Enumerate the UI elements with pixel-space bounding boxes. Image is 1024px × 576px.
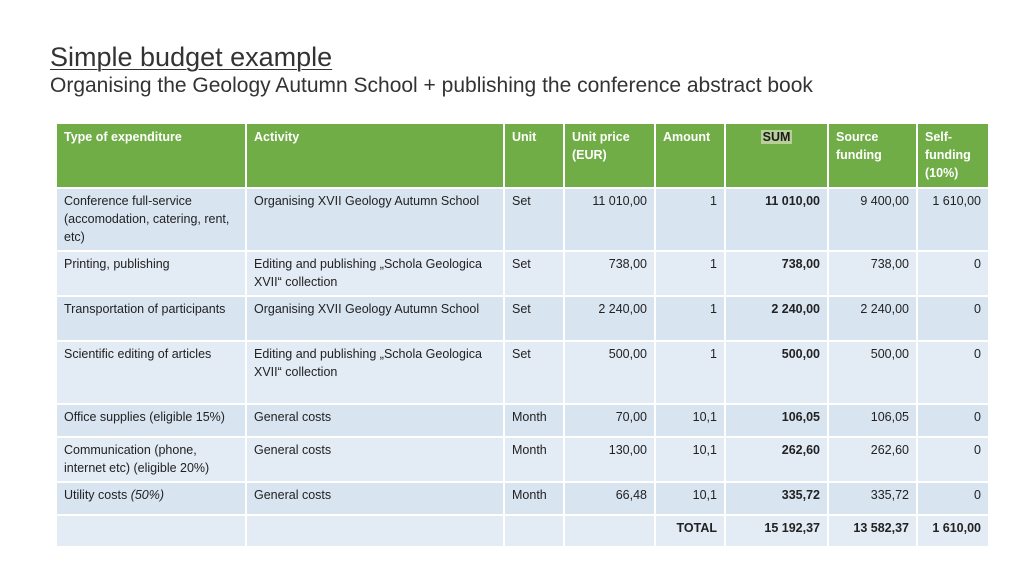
cell-unit-price: 11 010,00 (564, 188, 655, 251)
cell-activity: General costs (246, 404, 504, 437)
total-label: TOTAL (655, 515, 725, 547)
header-source-funding: Source funding (828, 123, 917, 188)
total-sum: 15 192,37 (725, 515, 828, 547)
table-row (56, 188, 989, 251)
cell-activity: Organising XVII Geology Autumn School (246, 188, 504, 251)
total-source-funding: 13 582,37 (828, 515, 917, 547)
cell-activity: General costs (246, 482, 504, 515)
slide-subtitle: Organising the Geology Autumn School + publishing the conference abstract book (50, 74, 813, 97)
cell-unit: Set (504, 296, 564, 341)
cell-source-funding: 500,00 (828, 341, 917, 404)
cell-self-funding: 0 (917, 251, 989, 296)
header-activity: Activity (246, 123, 504, 188)
cell-amount: 10,1 (655, 404, 725, 437)
cell-unit-price: 70,00 (564, 404, 655, 437)
cell-sum: 106,05 (725, 404, 828, 437)
cell-sum: 335,72 (725, 482, 828, 515)
table-row (56, 482, 989, 515)
cell-source-funding: 262,60 (828, 437, 917, 482)
header-self-funding: Self-funding (10%) (917, 123, 989, 188)
cell-type: Conference full-service (accomodation, catering, rent, etc) (56, 188, 246, 251)
cell-sum: 11 010,00 (725, 188, 828, 251)
cell-unit: Set (504, 188, 564, 251)
cell-type (56, 482, 246, 515)
total-row (56, 515, 989, 547)
cell-activity: Editing and publishing „Schola Geologica XVII“ collection (246, 341, 504, 404)
cell-unit-price: 738,00 (564, 251, 655, 296)
slide-title: Simple budget example (50, 42, 333, 72)
cell-type-main: Utility costs (64, 488, 131, 502)
cell-unit-price: 66,48 (564, 482, 655, 515)
cell-type: Communication (phone, internet etc) (eligible 20%) (56, 437, 246, 482)
cell-source-funding: 106,05 (828, 404, 917, 437)
cell-type: Scientific editing of articles (56, 341, 246, 404)
cell-amount: 10,1 (655, 482, 725, 515)
cell-sum: 262,60 (725, 437, 828, 482)
cell-unit: Month (504, 404, 564, 437)
cell-empty (246, 515, 504, 547)
cell-unit-price: 500,00 (564, 341, 655, 404)
cell-unit: Month (504, 437, 564, 482)
cell-unit: Set (504, 251, 564, 296)
cell-type-percent: (50%) (130, 488, 165, 502)
cell-self-funding: 0 (917, 296, 989, 341)
header-sum-label: SUM (762, 130, 791, 144)
cell-amount: 1 (655, 188, 725, 251)
cell-type: Office supplies (eligible 15%) (56, 404, 246, 437)
cell-empty (564, 515, 655, 547)
table-row (56, 404, 989, 437)
cell-self-funding: 1 610,00 (917, 188, 989, 251)
cell-self-funding: 0 (917, 437, 989, 482)
cell-self-funding: 0 (917, 404, 989, 437)
cell-unit-price: 130,00 (564, 437, 655, 482)
cell-sum: 2 240,00 (725, 296, 828, 341)
cell-source-funding: 335,72 (828, 482, 917, 515)
cell-empty (504, 515, 564, 547)
table-row (56, 437, 989, 482)
cell-self-funding: 0 (917, 482, 989, 515)
header-unit: Unit (504, 123, 564, 188)
budget-table (55, 122, 990, 548)
cell-unit: Month (504, 482, 564, 515)
cell-amount: 10,1 (655, 437, 725, 482)
cell-unit: Set (504, 341, 564, 404)
cell-activity: Organising XVII Geology Autumn School (246, 296, 504, 341)
cell-source-funding: 738,00 (828, 251, 917, 296)
cell-amount: 1 (655, 251, 725, 296)
table-header-row (56, 123, 989, 188)
header-unit-price: Unit price (EUR) (564, 123, 655, 188)
cell-amount: 1 (655, 341, 725, 404)
table-row (56, 341, 989, 404)
cell-source-funding: 9 400,00 (828, 188, 917, 251)
cell-type: Transportation of participants (56, 296, 246, 341)
cell-sum: 738,00 (725, 251, 828, 296)
cell-amount: 1 (655, 296, 725, 341)
cell-source-funding: 2 240,00 (828, 296, 917, 341)
table-row (56, 251, 989, 296)
total-self-funding: 1 610,00 (917, 515, 989, 547)
cell-sum: 500,00 (725, 341, 828, 404)
cell-activity: Editing and publishing „Schola Geologica XVII“ collection (246, 251, 504, 296)
cell-type: Printing, publishing (56, 251, 246, 296)
cell-activity: General costs (246, 437, 504, 482)
header-type: Type of expenditure (56, 123, 246, 188)
cell-unit-price: 2 240,00 (564, 296, 655, 341)
header-sum (725, 123, 828, 188)
cell-self-funding: 0 (917, 341, 989, 404)
table-row (56, 296, 989, 341)
cell-empty (56, 515, 246, 547)
header-amount: Amount (655, 123, 725, 188)
